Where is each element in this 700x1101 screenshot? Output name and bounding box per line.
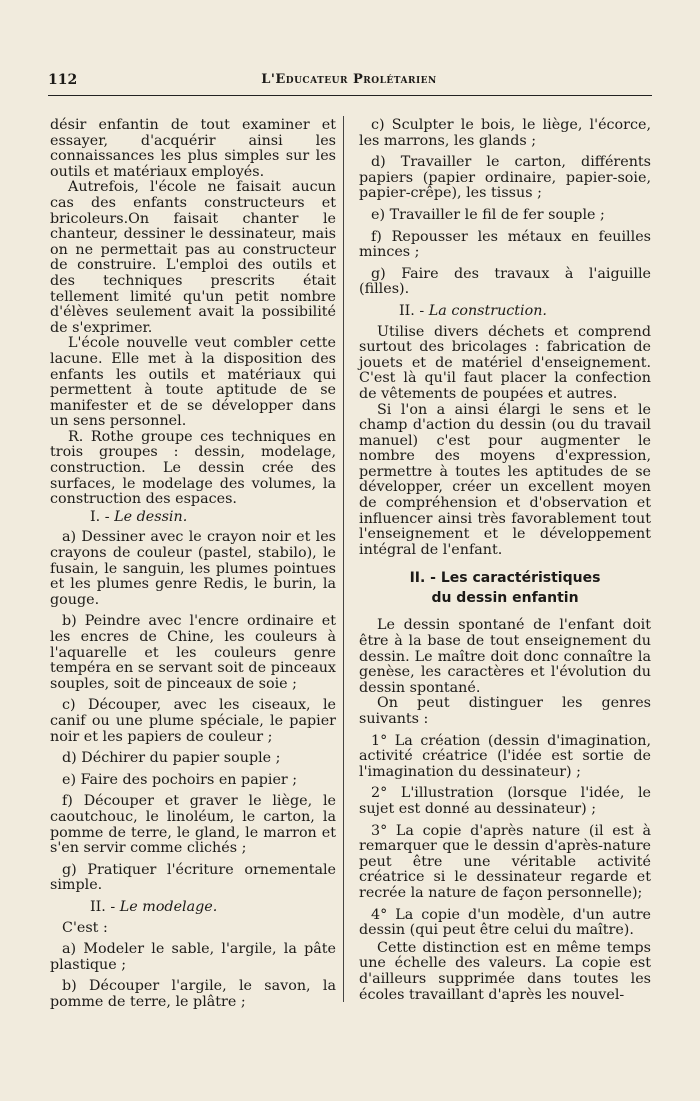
list-item: b) Peindre avec l'encre ordinaire et les encres de Chine, les couleurs à l'aquarelle et les couleurs genre tempéra en se servant soit de pinceaux souples, soit de pinceaux de soie ; [50, 613, 336, 692]
list-item: d) Déchirer du papier souple ; [62, 750, 281, 767]
paragraph: Cette distinction est en même temps une échelle des valeurs. La copie est d'ailleurs supprimée dans toutes les écoles travaillant d'après les nouvel- [359, 939, 651, 1003]
list-item: 2° L'illustration (lorsque l'idée, le sujet est donné au dessinateur) ; [359, 785, 651, 817]
list-intro: C'est : [62, 919, 108, 936]
list-item: 3° La copie d'après nature (il est à remarquer que le dessin d'après-nature peut être une véritable activité créatrice si le dessinateur regarde et recrée la nature de façon personnelle); [359, 822, 651, 901]
subheading-modelage [50, 900, 336, 916]
paragraph: Utilise divers déchets et comprend surtout des bricolages : fabrication de jouets et de matériel d'enseignement. C'est là qu'il faut placer la confection de vêtements de poupées et autres. [359, 323, 651, 402]
subheading-title: La construction. [428, 302, 547, 319]
subheading-title: Le modelage. [119, 898, 218, 915]
paragraph: R. Rothe groupe ces techniques en trois groupes : dessin, modelage, construction. Le dessin crée des surfaces, le modelage des volumes, la construction des espaces. [50, 428, 336, 508]
list-item: d) Travailler le carton, différents papiers (papier ordinaire, papier-soie, papier-crêpe), les tissus ; [359, 154, 651, 202]
paragraph: désir enfantin de tout examiner et essayer, d'acquérir ainsi les connaissances les plus simples sur les outils et matériaux employés. [50, 117, 336, 180]
subheading-dessin [50, 510, 336, 526]
left-column [50, 118, 336, 1016]
column-divider [343, 116, 344, 1002]
page-number: 112 [48, 72, 78, 88]
section-heading-line-2: du dessin enfantin [431, 590, 579, 607]
page-header [48, 70, 650, 92]
subheading-construction [359, 304, 651, 320]
list-item: 1° La création (dessin d'imagination, activité créatrice (l'idée est sortie de l'imagination du dessinateur) ; [359, 732, 651, 780]
paragraph: On peut distinguer les genres suivants : [359, 695, 651, 727]
list-item: g) Pratiquer l'écriture ornementale simple. [50, 861, 336, 894]
section-heading [359, 568, 651, 608]
right-column [359, 118, 651, 1003]
paragraph: L'école nouvelle veut combler cette lacune. Elle met à la disposition des enfants les outils et matériaux qui permettent à toute aptitude de se manifester et de se développer dans un sens personnel. [50, 335, 336, 430]
paragraph: Autrefois, l'école ne faisait aucun cas des enfants constructeurs et bricoleurs.On faisait chanter le chanteur, dessiner le dessinateur, mais on ne permettait pas au constructeur de construire. L'emploi des outils et des techniques prescrits était tellement limité qu'un petit nombre d'élèves seulement avait la possibilité de s'exprimer. [50, 179, 336, 336]
list-item: e) Faire des pochoirs en papier ; [62, 771, 298, 788]
list-item: f) Repousser les métaux en feuilles minces ; [359, 228, 651, 261]
paragraph: Si l'on a ainsi élargi le sens et le champ d'action du dessin (ou du travail manuel) c'est pour augmenter le nombre des moyens d'expression, permettre à toutes les aptitudes de se développer, créer un excellent moyen de compréhension et d'observation et influencer ainsi très favorablement tout l'enseignement et le développement intégral de l'enfant. [359, 401, 651, 558]
header-rule [48, 95, 652, 96]
paragraph: Le dessin spontané de l'enfant doit être à la base de tout enseignement du dessin. Le maître doit donc connaître la genèse, les caractères et l'évolution du dessin spontané. [359, 617, 651, 696]
list-item: e) Travailler le fil de fer souple ; [371, 206, 605, 223]
subheading-title: Le dessin. [114, 508, 188, 525]
list-item: 4° La copie d'un modèle, d'un autre dessin (qui peut être celui du maître). [359, 906, 651, 939]
running-title: L'Educateur Prolétarien [261, 72, 437, 87]
section-heading-line-1: II. - Les caractéristiques [409, 570, 601, 587]
subheading-number: I. - [90, 508, 115, 525]
list-item: f) Découper et graver le liège, le caoutchouc, le linoléum, le carton, la pomme de terre, le gland, le marron et s'en servir comme clichés ; [50, 793, 336, 857]
subheading-number: II. - [90, 898, 120, 915]
list-item: g) Faire des travaux à l'aiguille (filles). [359, 265, 651, 298]
list-item: b) Découper l'argile, le savon, la pomme de terre, le plâtre ; [50, 978, 336, 1010]
list-item: a) Dessiner avec le crayon noir et les crayons de couleur (pastel, stabilo), le fusain, le sanguin, les plumes pointues et les plumes genre Redis, le burin, la gouge. [50, 529, 336, 608]
list-item: c) Découper, avec les ciseaux, le canif ou une plume spéciale, le papier noir et les papiers de couleur ; [50, 697, 336, 745]
list-item: a) Modeler le sable, l'argile, la pâte plastique ; [50, 941, 336, 973]
subheading-number: II. - [399, 302, 429, 319]
list-item: c) Sculpter le bois, le liège, l'écorce, les marrons, les glands ; [359, 117, 651, 149]
